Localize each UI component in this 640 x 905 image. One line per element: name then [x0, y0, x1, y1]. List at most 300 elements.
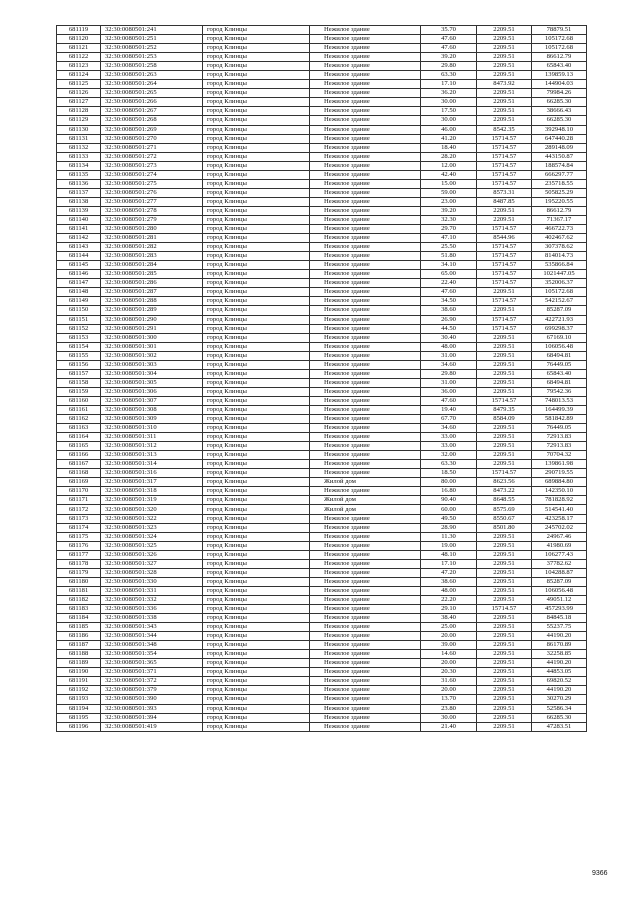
locality-cell: город Клинцы	[203, 559, 310, 568]
object-type-cell: Нежилое здание	[310, 704, 421, 713]
object-type-cell: Нежилое здание	[310, 650, 421, 659]
locality-cell: город Клинцы	[203, 53, 310, 62]
table-row	[57, 632, 587, 641]
area-cell: 19.40	[421, 405, 477, 414]
row-number-cell: 681185	[57, 623, 101, 632]
table-row	[57, 342, 587, 351]
cadastral-value-cell: 24967.46	[532, 532, 587, 541]
cadastral-number-cell: 32:30:0080501:379	[101, 686, 203, 695]
table-row	[57, 668, 587, 677]
area-cell: 29.80	[421, 62, 477, 71]
row-number-cell: 681179	[57, 568, 101, 577]
row-number-cell: 681140	[57, 215, 101, 224]
cadastral-value-cell: 392948.10	[532, 125, 587, 134]
cadastral-number-cell: 32:30:0080501:343	[101, 623, 203, 632]
unit-rate-cell: 2209.51	[477, 288, 532, 297]
object-type-cell: Нежилое здание	[310, 378, 421, 387]
cadastral-value-cell: 505825.29	[532, 188, 587, 197]
area-cell: 42.40	[421, 170, 477, 179]
table-row	[57, 605, 587, 614]
unit-rate-cell: 2209.51	[477, 550, 532, 559]
locality-cell: город Клинцы	[203, 713, 310, 722]
object-type-cell: Нежилое здание	[310, 469, 421, 478]
object-type-cell: Нежилое здание	[310, 234, 421, 243]
row-number-cell: 681125	[57, 80, 101, 89]
area-cell: 34.60	[421, 424, 477, 433]
table-row	[57, 559, 587, 568]
unit-rate-cell: 15714.57	[477, 179, 532, 188]
unit-rate-cell: 8584.09	[477, 415, 532, 424]
unit-rate-cell: 2209.51	[477, 650, 532, 659]
table-row	[57, 297, 587, 306]
row-number-cell: 681182	[57, 595, 101, 604]
table-body	[57, 26, 587, 732]
table-row	[57, 116, 587, 125]
unit-rate-cell: 2209.51	[477, 713, 532, 722]
unit-rate-cell: 2209.51	[477, 586, 532, 595]
unit-rate-cell: 2209.51	[477, 451, 532, 460]
page-number: 9366	[592, 870, 608, 877]
unit-rate-cell: 15714.57	[477, 270, 532, 279]
row-number-cell: 681129	[57, 116, 101, 125]
table-row	[57, 505, 587, 514]
table-row	[57, 71, 587, 80]
table-row	[57, 387, 587, 396]
area-cell: 30.40	[421, 333, 477, 342]
cadastral-number-cell: 32:30:0080501:280	[101, 225, 203, 234]
row-number-cell: 681188	[57, 650, 101, 659]
table-row	[57, 89, 587, 98]
locality-cell: город Клинцы	[203, 405, 310, 414]
object-type-cell: Нежилое здание	[310, 632, 421, 641]
unit-rate-cell: 8575.69	[477, 505, 532, 514]
row-number-cell: 681155	[57, 351, 101, 360]
cadastral-number-cell: 32:30:0080501:326	[101, 550, 203, 559]
object-type-cell: Нежилое здание	[310, 641, 421, 650]
table-row	[57, 677, 587, 686]
area-cell: 17.50	[421, 107, 477, 116]
cadastral-value-cell: 44190.20	[532, 686, 587, 695]
row-number-cell: 681121	[57, 44, 101, 53]
table-row	[57, 595, 587, 604]
area-cell: 47.20	[421, 568, 477, 577]
locality-cell: город Клинцы	[203, 523, 310, 532]
cadastral-value-cell: 514541.40	[532, 505, 587, 514]
unit-rate-cell: 15714.57	[477, 324, 532, 333]
cadastral-number-cell: 32:30:0080501:344	[101, 632, 203, 641]
table-row	[57, 62, 587, 71]
cadastral-value-cell: 86612.79	[532, 53, 587, 62]
cadastral-number-cell: 32:30:0080501:289	[101, 306, 203, 315]
unit-rate-cell: 15714.57	[477, 605, 532, 614]
object-type-cell: Нежилое здание	[310, 35, 421, 44]
area-cell: 48.00	[421, 586, 477, 595]
unit-rate-cell: 15714.57	[477, 143, 532, 152]
cadastral-value-cell: 79984.26	[532, 89, 587, 98]
unit-rate-cell: 8487.85	[477, 197, 532, 206]
locality-cell: город Клинцы	[203, 632, 310, 641]
cadastral-value-cell: 164499.39	[532, 405, 587, 414]
table-row	[57, 44, 587, 53]
table-row	[57, 107, 587, 116]
unit-rate-cell: 2209.51	[477, 360, 532, 369]
area-cell: 33.00	[421, 433, 477, 442]
cadastral-value-cell: 85287.09	[532, 577, 587, 586]
area-cell: 20.30	[421, 668, 477, 677]
row-number-cell: 681174	[57, 523, 101, 532]
area-cell: 36.20	[421, 89, 477, 98]
object-type-cell: Нежилое здание	[310, 668, 421, 677]
row-number-cell: 681122	[57, 53, 101, 62]
cadastral-number-cell: 32:30:0080501:288	[101, 297, 203, 306]
cadastral-number-cell: 32:30:0080501:390	[101, 695, 203, 704]
area-cell: 44.50	[421, 324, 477, 333]
row-number-cell: 681131	[57, 134, 101, 143]
area-cell: 32.00	[421, 451, 477, 460]
cadastral-value-cell: 65843.40	[532, 62, 587, 71]
locality-cell: город Клинцы	[203, 206, 310, 215]
object-type-cell: Нежилое здание	[310, 433, 421, 442]
cadastral-value-cell: 106056.48	[532, 342, 587, 351]
locality-cell: город Клинцы	[203, 568, 310, 577]
object-type-cell: Жилой дом	[310, 505, 421, 514]
area-cell: 31.00	[421, 351, 477, 360]
object-type-cell: Нежилое здание	[310, 460, 421, 469]
locality-cell: город Клинцы	[203, 541, 310, 550]
cadastral-number-cell: 32:30:0080501:325	[101, 541, 203, 550]
table-row	[57, 152, 587, 161]
cadastral-number-cell: 32:30:0080501:275	[101, 179, 203, 188]
row-number-cell: 681167	[57, 460, 101, 469]
unit-rate-cell: 2209.51	[477, 595, 532, 604]
object-type-cell: Жилой дом	[310, 496, 421, 505]
row-number-cell: 681148	[57, 288, 101, 297]
cadastral-value-cell: 47283.51	[532, 722, 587, 731]
locality-cell: город Клинцы	[203, 595, 310, 604]
locality-cell: город Клинцы	[203, 704, 310, 713]
row-number-cell: 681157	[57, 369, 101, 378]
cadastral-number-cell: 32:30:0080501:316	[101, 469, 203, 478]
locality-cell: город Клинцы	[203, 80, 310, 89]
locality-cell: город Клинцы	[203, 324, 310, 333]
unit-rate-cell: 2209.51	[477, 577, 532, 586]
unit-rate-cell: 2209.51	[477, 71, 532, 80]
area-cell: 49.50	[421, 514, 477, 523]
unit-rate-cell: 2209.51	[477, 98, 532, 107]
cadastral-number-cell: 32:30:0080501:277	[101, 197, 203, 206]
locality-cell: город Клинцы	[203, 342, 310, 351]
row-number-cell: 681175	[57, 532, 101, 541]
locality-cell: город Клинцы	[203, 333, 310, 342]
cadastral-value-cell: 195220.55	[532, 197, 587, 206]
object-type-cell: Нежилое здание	[310, 333, 421, 342]
locality-cell: город Клинцы	[203, 650, 310, 659]
locality-cell: город Клинцы	[203, 197, 310, 206]
table-row	[57, 35, 587, 44]
row-number-cell: 681137	[57, 188, 101, 197]
cadastral-number-cell: 32:30:0080501:291	[101, 324, 203, 333]
row-number-cell: 681127	[57, 98, 101, 107]
locality-cell: город Клинцы	[203, 659, 310, 668]
object-type-cell: Нежилое здание	[310, 396, 421, 405]
unit-rate-cell: 2209.51	[477, 369, 532, 378]
row-number-cell: 681123	[57, 62, 101, 71]
cadastral-value-cell: 32258.85	[532, 650, 587, 659]
object-type-cell: Нежилое здание	[310, 387, 421, 396]
cadastral-value-cell: 67169.10	[532, 333, 587, 342]
object-type-cell: Нежилое здание	[310, 116, 421, 125]
cadastral-value-cell: 188574.84	[532, 161, 587, 170]
unit-rate-cell: 15714.57	[477, 225, 532, 234]
cadastral-value-cell: 76449.05	[532, 424, 587, 433]
cadastral-value-cell: 1021447.05	[532, 270, 587, 279]
cadastral-value-cell: 66285.30	[532, 98, 587, 107]
cadastral-value-cell: 647440.28	[532, 134, 587, 143]
area-cell: 26.90	[421, 315, 477, 324]
object-type-cell: Нежилое здание	[310, 659, 421, 668]
locality-cell: город Клинцы	[203, 378, 310, 387]
area-cell: 63.30	[421, 71, 477, 80]
cadastral-value-cell: 72913.83	[532, 433, 587, 442]
area-cell: 22.40	[421, 279, 477, 288]
object-type-cell: Нежилое здание	[310, 215, 421, 224]
object-type-cell: Нежилое здание	[310, 107, 421, 116]
table-row	[57, 722, 587, 731]
locality-cell: город Клинцы	[203, 478, 310, 487]
cadastral-value-cell: 55237.75	[532, 623, 587, 632]
row-number-cell: 681160	[57, 396, 101, 405]
cadastral-number-cell: 32:30:0080501:282	[101, 243, 203, 252]
unit-rate-cell: 15714.57	[477, 152, 532, 161]
area-cell: 36.00	[421, 387, 477, 396]
row-number-cell: 681153	[57, 333, 101, 342]
cadastral-number-cell: 32:30:0080501:318	[101, 487, 203, 496]
object-type-cell: Нежилое здание	[310, 424, 421, 433]
unit-rate-cell: 2209.51	[477, 424, 532, 433]
cadastral-value-cell: 70704.32	[532, 451, 587, 460]
unit-rate-cell: 2209.51	[477, 53, 532, 62]
area-cell: 48.10	[421, 550, 477, 559]
locality-cell: город Клинцы	[203, 170, 310, 179]
cadastral-value-cell: 79542.36	[532, 387, 587, 396]
table-row	[57, 206, 587, 215]
cadastral-value-cell: 290719.55	[532, 469, 587, 478]
cadastral-value-cell: 65843.40	[532, 369, 587, 378]
cadastral-number-cell: 32:30:0080501:263	[101, 71, 203, 80]
object-type-cell: Нежилое здание	[310, 80, 421, 89]
row-number-cell: 681176	[57, 541, 101, 550]
object-type-cell: Нежилое здание	[310, 541, 421, 550]
cadastral-value-cell: 307378.62	[532, 243, 587, 252]
locality-cell: город Клинцы	[203, 451, 310, 460]
unit-rate-cell: 15714.57	[477, 252, 532, 261]
area-cell: 90.40	[421, 496, 477, 505]
object-type-cell: Нежилое здание	[310, 279, 421, 288]
cadastral-value-cell: 105172.68	[532, 44, 587, 53]
unit-rate-cell: 2209.51	[477, 433, 532, 442]
unit-rate-cell: 2209.51	[477, 668, 532, 677]
row-number-cell: 681139	[57, 206, 101, 215]
locality-cell: город Клинцы	[203, 270, 310, 279]
row-number-cell: 681195	[57, 713, 101, 722]
area-cell: 47.60	[421, 44, 477, 53]
area-cell: 34.10	[421, 261, 477, 270]
cadastral-number-cell: 32:30:0080501:310	[101, 424, 203, 433]
locality-cell: город Клинцы	[203, 225, 310, 234]
row-number-cell: 681128	[57, 107, 101, 116]
unit-rate-cell: 2209.51	[477, 116, 532, 125]
locality-cell: город Клинцы	[203, 179, 310, 188]
row-number-cell: 681119	[57, 26, 101, 35]
object-type-cell: Нежилое здание	[310, 306, 421, 315]
locality-cell: город Клинцы	[203, 677, 310, 686]
area-cell: 47.60	[421, 288, 477, 297]
unit-rate-cell: 2209.51	[477, 206, 532, 215]
object-type-cell: Нежилое здание	[310, 197, 421, 206]
area-cell: 19.00	[421, 541, 477, 550]
object-type-cell: Нежилое здание	[310, 26, 421, 35]
table-row	[57, 98, 587, 107]
unit-rate-cell: 8648.55	[477, 496, 532, 505]
area-cell: 28.20	[421, 152, 477, 161]
cadastral-number-cell: 32:30:0080501:354	[101, 650, 203, 659]
unit-rate-cell: 2209.51	[477, 704, 532, 713]
locality-cell: город Клинцы	[203, 306, 310, 315]
table-row	[57, 197, 587, 206]
object-type-cell: Нежилое здание	[310, 605, 421, 614]
object-type-cell: Нежилое здание	[310, 722, 421, 731]
area-cell: 38.40	[421, 614, 477, 623]
unit-rate-cell: 8501.80	[477, 523, 532, 532]
area-cell: 25.50	[421, 243, 477, 252]
cadastral-value-cell: 144904.03	[532, 80, 587, 89]
row-number-cell: 681177	[57, 550, 101, 559]
area-cell: 80.00	[421, 478, 477, 487]
row-number-cell: 681171	[57, 496, 101, 505]
locality-cell: город Клинцы	[203, 161, 310, 170]
cadastral-value-cell: 71367.17	[532, 215, 587, 224]
table-row	[57, 125, 587, 134]
unit-rate-cell: 2209.51	[477, 695, 532, 704]
cadastral-number-cell: 32:30:0080501:265	[101, 89, 203, 98]
unit-rate-cell: 2209.51	[477, 686, 532, 695]
area-cell: 47.60	[421, 396, 477, 405]
area-cell: 11.30	[421, 532, 477, 541]
cadastral-value-cell: 66285.30	[532, 116, 587, 125]
locality-cell: город Клинцы	[203, 396, 310, 405]
cadastral-number-cell: 32:30:0080501:300	[101, 333, 203, 342]
unit-rate-cell: 2209.51	[477, 614, 532, 623]
unit-rate-cell: 15714.57	[477, 170, 532, 179]
unit-rate-cell: 2209.51	[477, 306, 532, 315]
cadastral-value-cell: 142350.10	[532, 487, 587, 496]
cadastral-number-cell: 32:30:0080501:308	[101, 405, 203, 414]
row-number-cell: 681180	[57, 577, 101, 586]
cadastral-value-cell: 422721.93	[532, 315, 587, 324]
locality-cell: город Клинцы	[203, 243, 310, 252]
cadastral-value-cell: 535866.84	[532, 261, 587, 270]
area-cell: 47.10	[421, 234, 477, 243]
object-type-cell: Нежилое здание	[310, 369, 421, 378]
table-row	[57, 360, 587, 369]
cadastral-value-cell: 72913.83	[532, 442, 587, 451]
area-cell: 21.40	[421, 722, 477, 731]
object-type-cell: Нежилое здание	[310, 405, 421, 414]
locality-cell: город Клинцы	[203, 623, 310, 632]
cadastral-number-cell: 32:30:0080501:276	[101, 188, 203, 197]
table-row	[57, 442, 587, 451]
cadastral-number-cell: 32:30:0080501:365	[101, 659, 203, 668]
unit-rate-cell: 2209.51	[477, 659, 532, 668]
unit-rate-cell: 2209.51	[477, 333, 532, 342]
row-number-cell: 681141	[57, 225, 101, 234]
object-type-cell: Нежилое здание	[310, 324, 421, 333]
cadastral-number-cell: 32:30:0080501:286	[101, 279, 203, 288]
object-type-cell: Нежилое здание	[310, 442, 421, 451]
cadastral-value-cell: 76449.05	[532, 360, 587, 369]
locality-cell: город Клинцы	[203, 369, 310, 378]
cadastral-number-cell: 32:30:0080501:320	[101, 505, 203, 514]
object-type-cell: Нежилое здание	[310, 62, 421, 71]
locality-cell: город Клинцы	[203, 89, 310, 98]
unit-rate-cell: 8473.22	[477, 487, 532, 496]
row-number-cell: 681164	[57, 433, 101, 442]
area-cell: 39.20	[421, 206, 477, 215]
cadastral-value-cell: 44853.05	[532, 668, 587, 677]
table-row	[57, 586, 587, 595]
cadastral-number-cell: 32:30:0080501:348	[101, 641, 203, 650]
locality-cell: город Клинцы	[203, 505, 310, 514]
table-row	[57, 659, 587, 668]
locality-cell: город Клинцы	[203, 152, 310, 161]
table-row	[57, 405, 587, 414]
table-row	[57, 532, 587, 541]
row-number-cell: 681165	[57, 442, 101, 451]
area-cell: 67.70	[421, 415, 477, 424]
object-type-cell: Нежилое здание	[310, 179, 421, 188]
cadastral-number-cell: 32:30:0080501:285	[101, 270, 203, 279]
cadastral-value-cell: 748013.53	[532, 396, 587, 405]
cadastral-number-cell: 32:30:0080501:253	[101, 53, 203, 62]
unit-rate-cell: 2209.51	[477, 35, 532, 44]
area-cell: 63.30	[421, 460, 477, 469]
unit-rate-cell: 2209.51	[477, 215, 532, 224]
locality-cell: город Клинцы	[203, 496, 310, 505]
cadastral-value-cell: 86170.89	[532, 641, 587, 650]
object-type-cell: Нежилое здание	[310, 71, 421, 80]
object-type-cell: Нежилое здание	[310, 315, 421, 324]
unit-rate-cell: 8479.35	[477, 405, 532, 414]
object-type-cell: Нежилое здание	[310, 713, 421, 722]
locality-cell: город Клинцы	[203, 143, 310, 152]
cadastral-number-cell: 32:30:0080501:331	[101, 586, 203, 595]
unit-rate-cell: 2209.51	[477, 677, 532, 686]
cadastral-number-cell: 32:30:0080501:252	[101, 44, 203, 53]
cadastral-number-cell: 32:30:0080501:322	[101, 514, 203, 523]
area-cell: 20.00	[421, 632, 477, 641]
object-type-cell: Нежилое здание	[310, 559, 421, 568]
row-number-cell: 681187	[57, 641, 101, 650]
locality-cell: город Клинцы	[203, 460, 310, 469]
row-number-cell: 681142	[57, 234, 101, 243]
cadastral-number-cell: 32:30:0080501:271	[101, 143, 203, 152]
unit-rate-cell: 15714.57	[477, 261, 532, 270]
unit-rate-cell: 2209.51	[477, 89, 532, 98]
row-number-cell: 681126	[57, 89, 101, 98]
cadastral-value-cell: 68494.81	[532, 351, 587, 360]
unit-rate-cell: 2209.51	[477, 351, 532, 360]
unit-rate-cell: 2209.51	[477, 378, 532, 387]
